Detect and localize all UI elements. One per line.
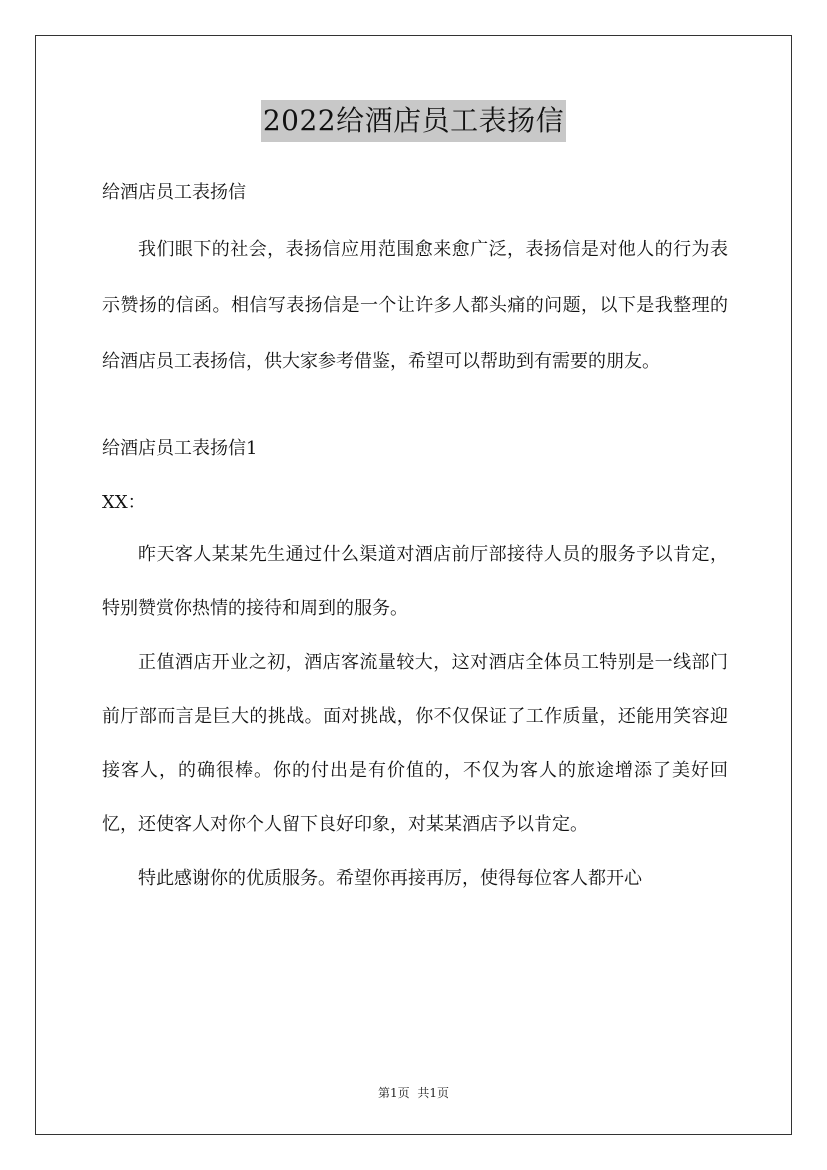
salutation: XX： — [102, 492, 146, 513]
intro-paragraph: 我们眼下的社会，表扬信应用范围愈来愈广泛，表扬信是对他人的行为表示赞扬的信函。相信写表扬信是一个让许多人都头痛的问题，以下是我整理的给酒店员工表扬信，供大家参考借鉴，希望可以帮助到有需要的朋友。 — [102, 239, 728, 372]
document-title: 2022给酒店员工表扬信 — [261, 100, 566, 142]
document-subtitle: 给酒店员工表扬信 — [102, 182, 246, 203]
page-total: 共1页 — [417, 1086, 450, 1100]
body-paragraph-1: 昨天客人某某先生通过什么渠道对酒店前厅部接待人员的服务予以肯定，特别赞赏你热情的接待和周到的服务。 — [102, 544, 728, 619]
title-container — [0, 100, 827, 142]
section-spacer — [102, 390, 728, 424]
page-number: 第1页 — [377, 1086, 410, 1100]
section-heading: 给酒店员工表扬信1 — [102, 438, 258, 459]
page-footer — [0, 1084, 827, 1101]
body-paragraph-3: 特此感谢你的优质服务。希望你再接再厉，使得每位客人都开心 — [138, 868, 642, 889]
body-paragraph-2: 正值酒店开业之初，酒店客流量较大，这对酒店全体员工特别是一线部门前厅部而言是巨大的挑战。面对挑战，你不仅保证了工作质量，还能用笑容迎接客人，的确很棒。你的付出是有价值的，不仅为客人的旅途增添了美好回忆，还使客人对你个人留下良好印象，对某某酒店予以肯定。 — [102, 652, 728, 835]
document-body — [102, 168, 728, 906]
